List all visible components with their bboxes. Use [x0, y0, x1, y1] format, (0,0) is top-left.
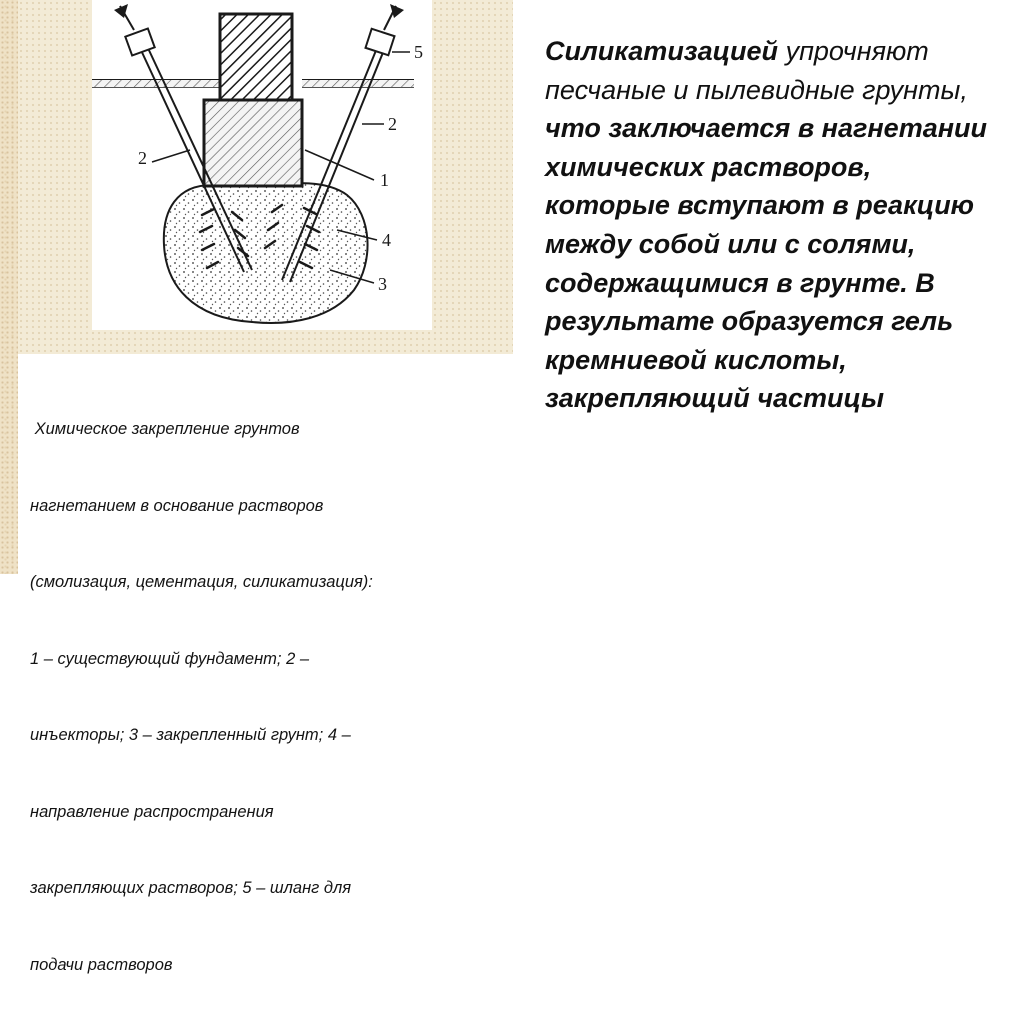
caption-line: инъекторы; 3 – закрепленный грунт; 4 – — [30, 726, 351, 744]
main-paragraph — [545, 32, 1000, 418]
caption-line: Химическое закрепление грунтов — [30, 420, 300, 438]
figure-caption — [30, 366, 508, 1029]
soil-fixation-diagram — [92, 0, 432, 330]
callout-1: 1 — [380, 170, 389, 190]
callout-2-right: 2 — [388, 114, 397, 134]
caption-line: 1 – существующий фундамент; 2 – — [30, 649, 310, 668]
main-text-regular: упрочняют песчаные и пылевидные грунты, — [545, 36, 968, 105]
caption-line: (смолизация, цементация, силикатизация): — [30, 573, 373, 591]
caption-line: подачи растворов — [30, 955, 173, 974]
existing-foundation — [204, 14, 302, 186]
callout-2-left: 2 — [138, 148, 147, 168]
callout-3: 3 — [378, 274, 387, 294]
callout-4: 4 — [382, 230, 391, 250]
figure-card — [92, 0, 432, 330]
caption-clip — [0, 360, 515, 974]
main-text-bold-rest: что заключается в нагнетании химических растворов, которые вступают в реакцию между собой или с солями, содержащимися в грунте. В результате образуется гель кремниевой кислоты, закрепляющий частицы — [545, 113, 988, 414]
main-text-bold-start: Силикатизацией — [545, 36, 779, 66]
fixed-soil-region — [164, 183, 368, 323]
caption-line: направление распространения — [30, 802, 274, 821]
figure-panel — [18, 0, 513, 354]
caption-line: нагнетанием в основание растворов — [30, 496, 324, 515]
callout-5: 5 — [414, 42, 423, 62]
caption-line: закрепляющих растворов; 5 – шланг для — [30, 879, 352, 897]
